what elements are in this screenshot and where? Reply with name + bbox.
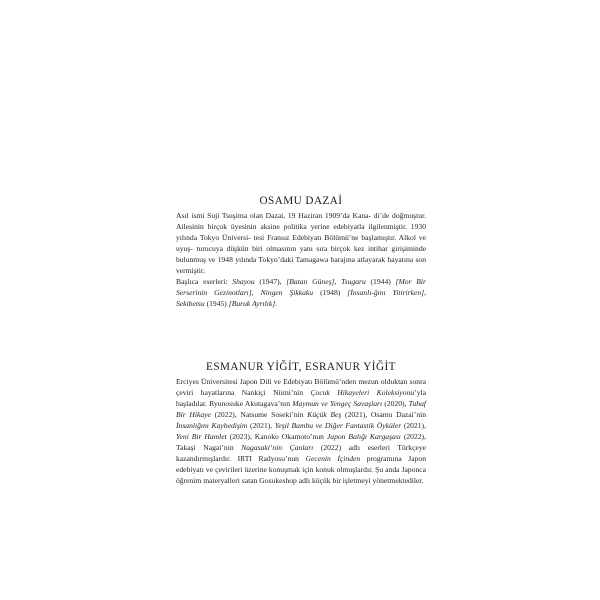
work-year: (1945) bbox=[204, 299, 229, 309]
bio-text-run: ’yla başladılar. Ryunosuke Akutagava’nın bbox=[176, 388, 426, 409]
book-title: Çocuk Hikayeleri Koleksiyonu bbox=[310, 388, 415, 398]
work-title: Ningen Şikkaku bbox=[260, 288, 314, 298]
book-title: Tuhaf Bir Hikaye bbox=[176, 399, 426, 420]
bio-text-run: (2022), Natsume Soseki’nin bbox=[210, 410, 308, 420]
bio-text-run: Erciyes Üniversitesi Japon Dili ve Edebiyatı Bölümü’nden mezun olduktan sonra çeviri hayatlarına Nankiçi Niimi’nin bbox=[176, 377, 426, 398]
work-title: Sekibetsu bbox=[176, 299, 205, 309]
author-bio-line: girişiminde bulunmuş ve 1948 yılında Tokyo’daki Tamagawa bbox=[176, 244, 426, 265]
author-bio-line: di’de doğmuştur. Ailesinin birçok üyesinin aksine politika bbox=[176, 211, 426, 232]
work-title: [Mor Bir Serserinin Gezinotları] bbox=[176, 277, 426, 298]
work-year: , bbox=[424, 288, 427, 298]
work-title: [Batan Güneş] bbox=[286, 277, 335, 287]
work-year: . bbox=[275, 299, 278, 309]
author-bio-line: tesi Fransız Edebiyatı Bölümü’ne başlamıştır. Alkol ve uyuş- bbox=[176, 233, 426, 254]
author-name-heading: OSAMU DAZAİ bbox=[259, 195, 343, 207]
work-year: (1947), bbox=[254, 277, 287, 287]
book-title: Gecenin İçinden bbox=[305, 454, 361, 464]
book-title: Nagasaki’nin Çanları bbox=[241, 443, 314, 453]
work-title: [Buruk Ayrılık] bbox=[228, 299, 276, 309]
book-title: Yeni Bir Hamlet bbox=[176, 432, 227, 442]
bio-text-run: (2021), Osamu Dazai’nin bbox=[341, 410, 427, 420]
author-bio-section bbox=[176, 194, 426, 309]
bio-text-run: (2021), bbox=[247, 421, 275, 431]
author-bio-text bbox=[176, 210, 426, 309]
author-bio-line: turucuya düşkün biri olmasının yanı sıra birçok kez intihar bbox=[196, 244, 388, 254]
bio-text-run: (2021), bbox=[401, 421, 426, 431]
translators-bio-paragraph bbox=[176, 376, 426, 486]
bio-text-run: (2022) adlı eserleri Türkçeye kazandırmışlardır. IRTI Radyosu’nun bbox=[176, 443, 427, 464]
work-title: [İnsanlı-ğını Yitirirken] bbox=[347, 288, 425, 298]
author-works-paragraph bbox=[176, 276, 426, 309]
author-bio-line: barajına atlayarak hayatına son vermiştir. bbox=[176, 255, 426, 276]
bio-text-run: (2020), bbox=[382, 399, 409, 409]
bio-text-run: (2022), Takaşi Nagai’nin bbox=[176, 432, 426, 453]
translators-bio-section bbox=[176, 360, 426, 486]
bio-text-run: (2023), Kanoko Okamoto’nun bbox=[226, 432, 327, 442]
work-year: (1948) bbox=[313, 288, 348, 298]
work-year: , bbox=[334, 277, 342, 287]
work-title: Shayou bbox=[232, 277, 255, 287]
work-title: Tsugaru bbox=[341, 277, 366, 287]
bio-text-run: programına Japon edebiyatı ve çevirileri üzerine konuşmak için konuk olmuşlardır. Şu anda Japonca öğrenim materyalleri satan Gosukeshop adlı küçük bir işletmeyi yönetmektediler. bbox=[176, 454, 427, 486]
translators-name-heading: ESMANUR YİĞİT, ESRANUR YİĞİT bbox=[206, 361, 396, 373]
book-title: Maymun ve Yengeç Savaşları bbox=[292, 399, 383, 409]
work-year: , bbox=[251, 288, 261, 298]
book-title: Japon Balığı Kargaşası bbox=[326, 432, 401, 442]
work-year: (1944) bbox=[365, 277, 396, 287]
works-prefix: Başlıca eserleri: bbox=[176, 277, 233, 287]
book-title: Yeşil Bambu ve Diğer Fantastik Öyküler bbox=[274, 421, 402, 431]
book-title: Küçük Beş bbox=[307, 410, 342, 420]
author-bio-paragraph bbox=[176, 210, 426, 276]
author-bio-line: yerine edebiyatla ilgilenmiştir. 1930 yılında Tokyo Üniversi- bbox=[176, 222, 426, 243]
translators-bio-text bbox=[176, 376, 426, 486]
book-title: İnsanlığını Kaybedişim bbox=[176, 421, 248, 431]
author-bio-line: Asıl ismi Suji Tsuşima olan Dazai, 19 Haziran 1909’da Kana- bbox=[176, 211, 372, 220]
